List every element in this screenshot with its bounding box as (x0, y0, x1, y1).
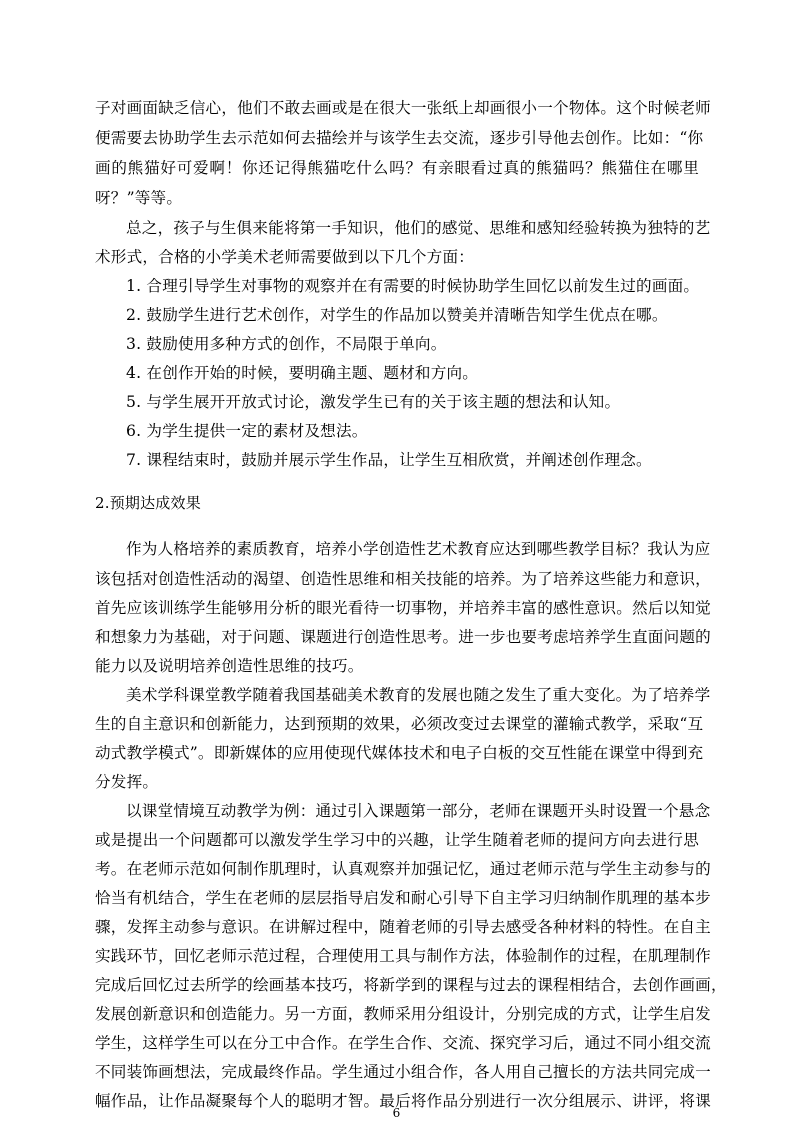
paragraph-line: 首先应该训练学生能够用分析的眼光看待一切事物，并培养丰富的感性意识。然后以知觉 (95, 599, 711, 617)
paragraph-line: 便需要去协助学生去示范如何去描绘并与该学生去交流，逐步引导他去创作。比如：“你 (95, 129, 704, 147)
paragraph-line: 骤，发挥主动参与意识。在讲解过程中，随着老师的引导去感受各种材料的特性。在自主 (95, 918, 711, 936)
list-item: 7. 课程结束时，鼓励并展示学生作品，让学生互相欣赏，并阐述创作理念。 (126, 451, 652, 469)
paragraph-line: 动式教学模式”。即新媒体的应用使现代媒体技术和电子白板的交互性能在课堂中得到充 (95, 744, 704, 762)
paragraph-line: 能力以及说明培养创造性思维的技巧。 (95, 657, 364, 675)
paragraph-line: 美术学科课堂教学随着我国基础美术教育的发展也随之发生了重大变化。为了培养学 (126, 686, 711, 704)
paragraph-line: 呀？”等等。 (95, 189, 183, 207)
page-number: 6 (392, 1106, 401, 1120)
paragraph-line: 总之，孩子与生俱来能将第一手知识，他们的感觉、思维和感知经验转换为独特的艺 (126, 219, 711, 237)
paragraph-line: 或是提出一个问题都可以激发学生学习中的兴趣，让学生随着老师的提问方向去进行思 (95, 831, 699, 849)
list-item: 5. 与学生展开开放式讨论，激发学生已有的关于该主题的想法和认知。 (126, 393, 621, 411)
list-item: 2. 鼓励学生进行艺术创作，对学生的作品加以赞美并清晰告知学生优点在哪。 (126, 306, 668, 324)
paragraph-line: 幅作品，让作品凝聚每个人的聪明才智。最后将作品分别进行一次分组展示、讲评，将课 (95, 1092, 711, 1110)
paragraph-line: 该包括对创造性活动的渴望、创造性思维和相关技能的培养。为了培养这些能力和意识， (95, 570, 711, 588)
list-item: 6. 为学生提供一定的素材及想法。 (126, 422, 368, 440)
paragraph-line: 画的熊猫好可爱啊！你还记得熊猫吃什么吗？有亲眼看过真的熊猫吗？熊猫住在哪里 (95, 159, 699, 177)
paragraph-line: 发展创新意识和创造能力。另一方面，教师采用分组设计，分别完成的方式，让学生启发 (95, 1005, 711, 1023)
paragraph-line: 学生，这样学生可以在分工中合作。在学生合作、交流、探究学习后，通过不同小组交流 (95, 1034, 711, 1052)
paragraph-line: 不同装饰画想法，完成最终作品。学生通过小组合作，各人用自己擅长的方法共同完成一 (95, 1063, 711, 1081)
paragraph-line: 子对画面缺乏信心，他们不敢去画或是在很大一张纸上却画很小一个物体。这个时候老师 (95, 99, 711, 117)
paragraph-line: 以课堂情境互动教学为例：通过引入课题第一部分，老师在课题开头时设置一个悬念 (126, 802, 711, 820)
paragraph-line: 生的自主意识和创新能力，达到预期的效果，必须改变过去课堂的灌输式教学，采取“互 (95, 715, 704, 733)
section-heading: 2.预期达成效果 (95, 494, 201, 512)
paragraph-line: 实践环节，回忆老师示范过程，合理使用工具与制作方法，体验制作的过程，在肌理制作 (95, 947, 711, 965)
paragraph-line: 和想象力为基础，对于问题、课题进行创造性思考。进一步也要考虑培养学生直面问题的 (95, 628, 711, 646)
paragraph-line: 分发挥。 (95, 773, 159, 791)
list-item: 4. 在创作开始的时候，要明确主题、题材和方向。 (126, 364, 479, 382)
list-item: 3. 鼓励使用多种方式的创作，不局限于单向。 (126, 335, 447, 353)
list-item: 1. 合理引导学生对事物的观察并在有需要的时候协助学生回忆以前发生过的画面。 (126, 277, 700, 295)
paragraph-line: 恰当有机结合，学生在老师的层层指导启发和耐心引导下自主学习归纳制作肌理的基本步 (95, 889, 711, 907)
paragraph-line: 术形式，合格的小学美术老师需要做到以下几个方面： (95, 248, 475, 266)
paragraph-line: 作为人格培养的素质教育，培养小学创造性艺术教育应达到哪些教学目标？我认为应 (126, 540, 711, 558)
paragraph-line: 考。在老师示范如何制作肌理时，认真观察并加强记忆，通过老师示范与学生主动参与的 (95, 860, 711, 878)
paragraph-line: 完成后回忆过去所学的绘画基本技巧，将新学到的课程与过去的课程相结合，去创作画画， (95, 976, 727, 994)
